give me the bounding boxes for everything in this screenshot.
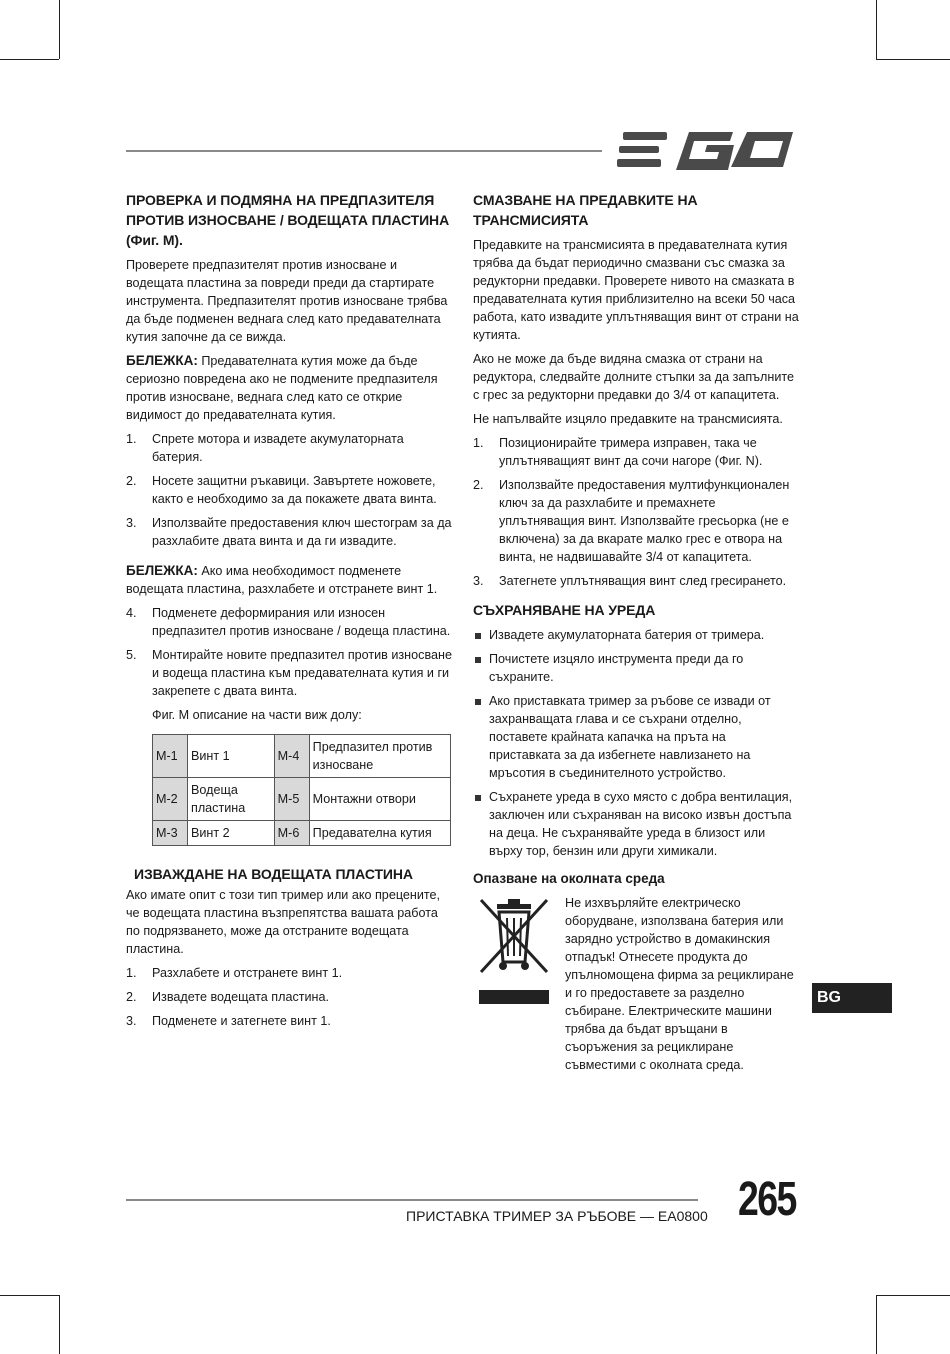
steps-list [126,430,452,550]
step-number: 3. [126,516,137,530]
list-item [126,604,452,640]
part-desc: Монтажни отвори [309,778,450,821]
language-tab: BG [812,983,892,1013]
step-number: 1. [126,966,137,980]
steps-list [126,604,452,700]
note-text: Предавателната кутия може да бъде сериозно повредена ако не подмените предпазителя против износване, веднага след като се открие видимост до предавателната кутия. [126,354,438,422]
step-text: Разхлабете и отстранете винт 1. [152,966,343,980]
part-code: M-5 [274,778,309,821]
step-text: Монтирайте новите предпазител против износване и водеща пластина към предавателната кутия и ги закрепете с двата винта. [152,648,452,698]
crop-mark [876,1295,950,1296]
steps-list [126,964,452,1030]
page-number: 265 [738,1173,796,1226]
note [126,562,452,598]
ego-logo [617,128,799,172]
paragraph: Предавките на трансмисията в предавателната кутия трябва да бъдат периодично смазвани със смазка за редукторни предавки. Проверете нивото на смазката в предавателната кутия приблизително на всеки 50 часа работа, като извадите уплътняващия винт от страни на кутията. [473,238,799,342]
crop-mark [876,1295,877,1354]
part-code: M-3 [153,821,188,846]
paragraph: Ако имате опит с този тип тример или ако прецените, че водещата пластина възпрепятства вашата работа по подрязването, може да отстраните водещата пластина. [126,888,441,956]
part-desc: Водеща пластина [188,778,275,821]
environment-text: Не изхвърляйте електрическо оборудване, използвана батерия или зарядно устройство в домакинския отпадък! Отнесете продукта до упълномощена фирма за рециклиране и го предоставете за разделно събиране. Електрическите машини трябва да бъдат връщани в съоръжения за рециклиране съвместими с околната среда. [565,896,794,1072]
step-text: Спрете мотора и извадете акумулаторната батерия. [152,432,404,464]
step-text: Затегнете уплътняващия винт след гресирането. [499,574,787,588]
part-code: M-4 [274,735,309,778]
step-text: Използвайте предоставения ключ шестограм за да разхлабите двата винта и да ги извадите. [152,516,452,548]
step-text: Носете защитни ръкавици. Завъртете ножовете, както е необходимо за да покажете двата винта. [152,474,437,506]
part-desc: Винт 2 [188,821,275,846]
section-title-guard: ПРОВЕРКА И ПОДМЯНА НА ПРЕДПАЗИТЕЛЯ ПРОТИВ ИЗНОСВАНЕ / ВОДЕЩАТА ПЛАСТИНА (Фиг. M). [126,192,450,248]
step-number: 5. [126,648,137,662]
table-row [153,778,451,821]
part-desc: Винт 1 [188,735,275,778]
part-code: M-2 [153,778,188,821]
step-text: Позиционирайте тримера изправен, така че уплътняващият винт да сочи нагоре (Фиг. N). [499,436,763,468]
paragraph: Не напълвайте изцяло предавките на трансмисията. [473,412,783,426]
crop-mark [0,59,59,60]
step-number: 1. [473,436,484,450]
list-item [126,514,452,550]
crop-mark [876,0,877,59]
section-title-storage: СЪХРАНЯВАНЕ НА УРЕДА [473,602,656,618]
note-label: БЕЛЕЖКА: [126,353,198,368]
list-item [473,476,799,566]
part-desc: Предавателна кутия [309,821,450,846]
crop-mark [59,0,60,59]
step-number: 4. [126,606,137,620]
list-item [126,964,452,982]
step-number: 1. [126,432,137,446]
bullet-list [473,626,799,860]
list-item [473,572,799,590]
right-column [473,190,799,1074]
list-item: Съхранете уреда в сухо място с добра вентилация, заключен или съхраняван на високо извън достъпа на деца. Не съхранявайте уреда в близост или върху тор, бензин или други химикали. [473,788,799,860]
list-item: Ако приставката тример за ръбове се извади от захранващата глава и се съхрани отделно, поставете крайната капачка на пръта на приставката за да избегнете навлизането на мръсотия в съединителното устройство. [473,692,799,782]
step-text: Подменете деформирания или износен предпазител против износване / водеща пластина. [152,606,451,638]
paragraph: Проверете предпазителят против износване и водещата пластина за повреди преди да стартирате инструмента. Предпазителят против износване трябва да бъде подменен веднага след като предавателната кутия започне да се вижда. [126,258,448,344]
steps-list [473,434,799,590]
list-item [126,430,452,466]
note-label: БЕЛЕЖКА: [126,563,198,578]
crop-mark [0,1295,59,1296]
list-item [473,434,799,470]
step-text: Извадете водещата пластина. [152,990,330,1004]
crossed-bin-icon [473,894,555,1006]
step-number: 2. [126,474,137,488]
table-row [153,735,451,778]
list-item: Почистете изцяло инструмента преди да го съхраните. [473,650,799,686]
step-number: 2. [473,478,484,492]
step-text: Подменете и затегнете винт 1. [152,1014,331,1028]
step-number: 3. [473,574,484,588]
parts-table [152,734,451,846]
table-row [153,821,451,846]
footer-rule [126,1199,698,1201]
list-item [126,1012,452,1030]
list-item [126,472,452,508]
step-number: 2. [126,990,137,1004]
list-item [126,646,452,700]
footer-title: ПРИСТАВКА ТРИМЕР ЗА РЪБОВЕ — EA0800 [406,1208,708,1224]
section-title-plate: ИЗВАЖДАНЕ НА ВОДЕЩАТА ПЛАСТИНА [134,866,413,882]
list-item [126,988,452,1006]
crop-mark [59,1295,60,1354]
paragraph: Ако не може да бъде видяна смазка от страни на редуктора, следвайте долните стъпки за да запълните с грес за редукторни предавки до 3/4 от капацитета. [473,352,795,402]
figure-caption: Фиг. M описание на части виж долу: [152,708,362,722]
part-desc: Предпазител против износване [309,735,450,778]
section-title-environment: Опазване на околната среда [473,871,665,886]
header-rule [126,150,602,152]
note-text: Ако има необходимост подменете водещата пластина, разхлабете и отстранете винт 1. [126,564,438,596]
left-column [126,190,452,1036]
note [126,352,452,424]
part-code: M-1 [153,735,188,778]
step-text: Използвайте предоставения мултифункционален ключ за да разхлабите и премахнете уплътняващия винт. Използвайте гресьорка (не е включена) за да вкарате малко грес е отвора на винта, не надвишавайте 3/4 от капацитета. [499,478,790,564]
section-title-lubrication: СМАЗВАНЕ НА ПРЕДАВКИТЕ НА ТРАНСМИСИЯТА [473,192,698,228]
list-item: Извадете акумулаторната батерия от тримера. [473,626,799,644]
part-code: M-6 [274,821,309,846]
step-number: 3. [126,1014,137,1028]
environment-block [473,894,799,1074]
crop-mark [876,59,950,60]
